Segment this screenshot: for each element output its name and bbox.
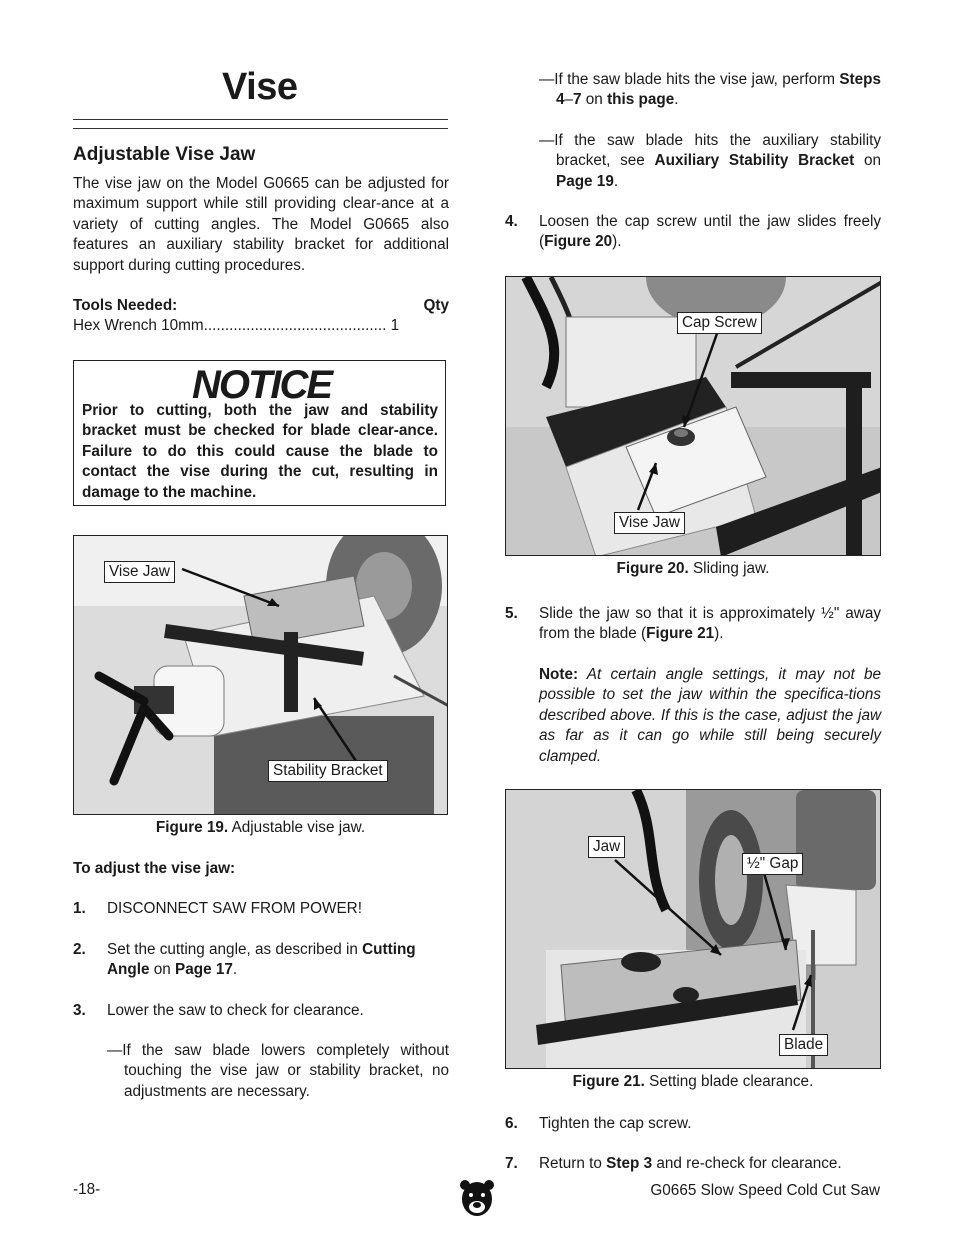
note-text: At certain angle settings, it may not be possible to set the jaw within the specifica-tions described above. If this is the case, adjust the jaw as far as it can go while still being securely clamped. — [539, 666, 881, 765]
step-2-text: Set the cutting angle, as described in Cutting Angle on Page 17. — [107, 941, 416, 979]
callout-cap-screw: Cap Screw — [677, 312, 762, 334]
grizzly-bear-logo-icon — [458, 1177, 496, 1221]
step-4-number: 4. — [505, 213, 518, 230]
step-5-text: Slide the jaw so that it is approximately ½" away from the blade (Figure 21). — [539, 605, 881, 643]
title-rule-bottom — [73, 128, 448, 129]
step-4 — [505, 212, 881, 254]
callout-vise-jaw: Vise Jaw — [104, 561, 175, 583]
step-6-number: 6. — [505, 1115, 518, 1132]
callout-stability-bracket: Stability Bracket — [268, 760, 388, 782]
figure-21-caption — [505, 1072, 881, 1092]
title-rule-top — [73, 119, 448, 120]
procedure-title: To adjust the vise jaw: — [73, 860, 236, 877]
intro-paragraph: The vise jaw on the Model G0665 can be adjusted for maximum support while still providing clear-ance at a variety of cutting angles. The Model G0665 also features an auxiliary stability bracket for additional support during cutting procedures. — [73, 175, 449, 274]
figure-19-photo — [73, 535, 448, 815]
step-1-text: DISCONNECT SAW FROM POWER! — [107, 900, 362, 917]
notice-box — [73, 360, 446, 506]
step-6-text: Tighten the cap screw. — [539, 1115, 692, 1132]
figure-21-photo — [505, 789, 881, 1069]
figure-21-illustration — [506, 790, 881, 1069]
step-3-text: Lower the saw to check for clearance. — [107, 1002, 364, 1019]
callout-half-inch-gap: ½" Gap — [742, 853, 803, 875]
step-4-text: Loosen the cap screw until the jaw slides freely (Figure 20). — [539, 213, 881, 251]
step-7-number: 7. — [505, 1155, 518, 1172]
figure-21-text: Setting blade clearance. — [644, 1073, 814, 1090]
note-paragraph — [539, 665, 881, 767]
step-3 — [73, 1001, 449, 1023]
step-7-text: Return to Step 3 and re-check for clearance. — [539, 1155, 842, 1172]
step-1-number: 1. — [73, 900, 86, 917]
figure-19-text: Adjustable vise jaw. — [228, 819, 366, 836]
callout-jaw: Jaw — [588, 836, 625, 858]
step-2 — [73, 940, 449, 982]
tools-label: Tools Needed: — [73, 297, 178, 314]
tool-line: Hex Wrench 10mm........................................... 1 — [73, 317, 400, 334]
qty-label: Qty — [423, 297, 449, 314]
figure-21-label: Figure 21. — [572, 1073, 645, 1090]
subpoint-stability-bracket: —If the saw blade hits the auxiliary stability bracket, see Auxiliary Stability Bracket on Page 19. — [539, 132, 881, 190]
notice-title: NOTICE — [192, 363, 332, 407]
page-number: -18- — [73, 1181, 101, 1198]
step-6 — [505, 1114, 881, 1136]
figure-20-photo — [505, 276, 881, 556]
figure-20-text: Sliding jaw. — [688, 560, 770, 577]
step-5 — [505, 604, 881, 646]
figure-20-caption — [505, 559, 881, 579]
step-3-number: 3. — [73, 1002, 86, 1019]
page-title: Vise — [222, 66, 298, 108]
subpoint-vise-jaw: —If the saw blade hits the vise jaw, perform Steps 4–7 on this page. — [539, 71, 881, 109]
figure-19-label: Figure 19. — [155, 819, 229, 836]
tools-header — [73, 296, 449, 316]
notice-text: Prior to cutting, both the jaw and stability bracket must be checked for blade clear-ance. Failure to do this could cause the blade to contact the vise during the cut, resulting in damage to the machine. — [82, 402, 438, 501]
step-5-number: 5. — [505, 605, 518, 622]
step-7 — [505, 1154, 881, 1176]
step-3-subpoint: —If the saw blade lowers completely without touching the vise jaw or stability bracket, no adjustments are necessary. — [107, 1042, 449, 1100]
step-2-number: 2. — [73, 941, 86, 958]
callout-vise-jaw-fig20: Vise Jaw — [614, 512, 685, 534]
note-label: Note: — [539, 666, 579, 683]
figure-20-label: Figure 20. — [616, 560, 689, 577]
section-heading: Adjustable Vise Jaw — [73, 144, 256, 165]
step-1 — [73, 899, 449, 921]
footer-title: G0665 Slow Speed Cold Cut Saw — [650, 1182, 880, 1199]
callout-blade: Blade — [779, 1034, 828, 1056]
figure-19-caption — [73, 818, 448, 838]
